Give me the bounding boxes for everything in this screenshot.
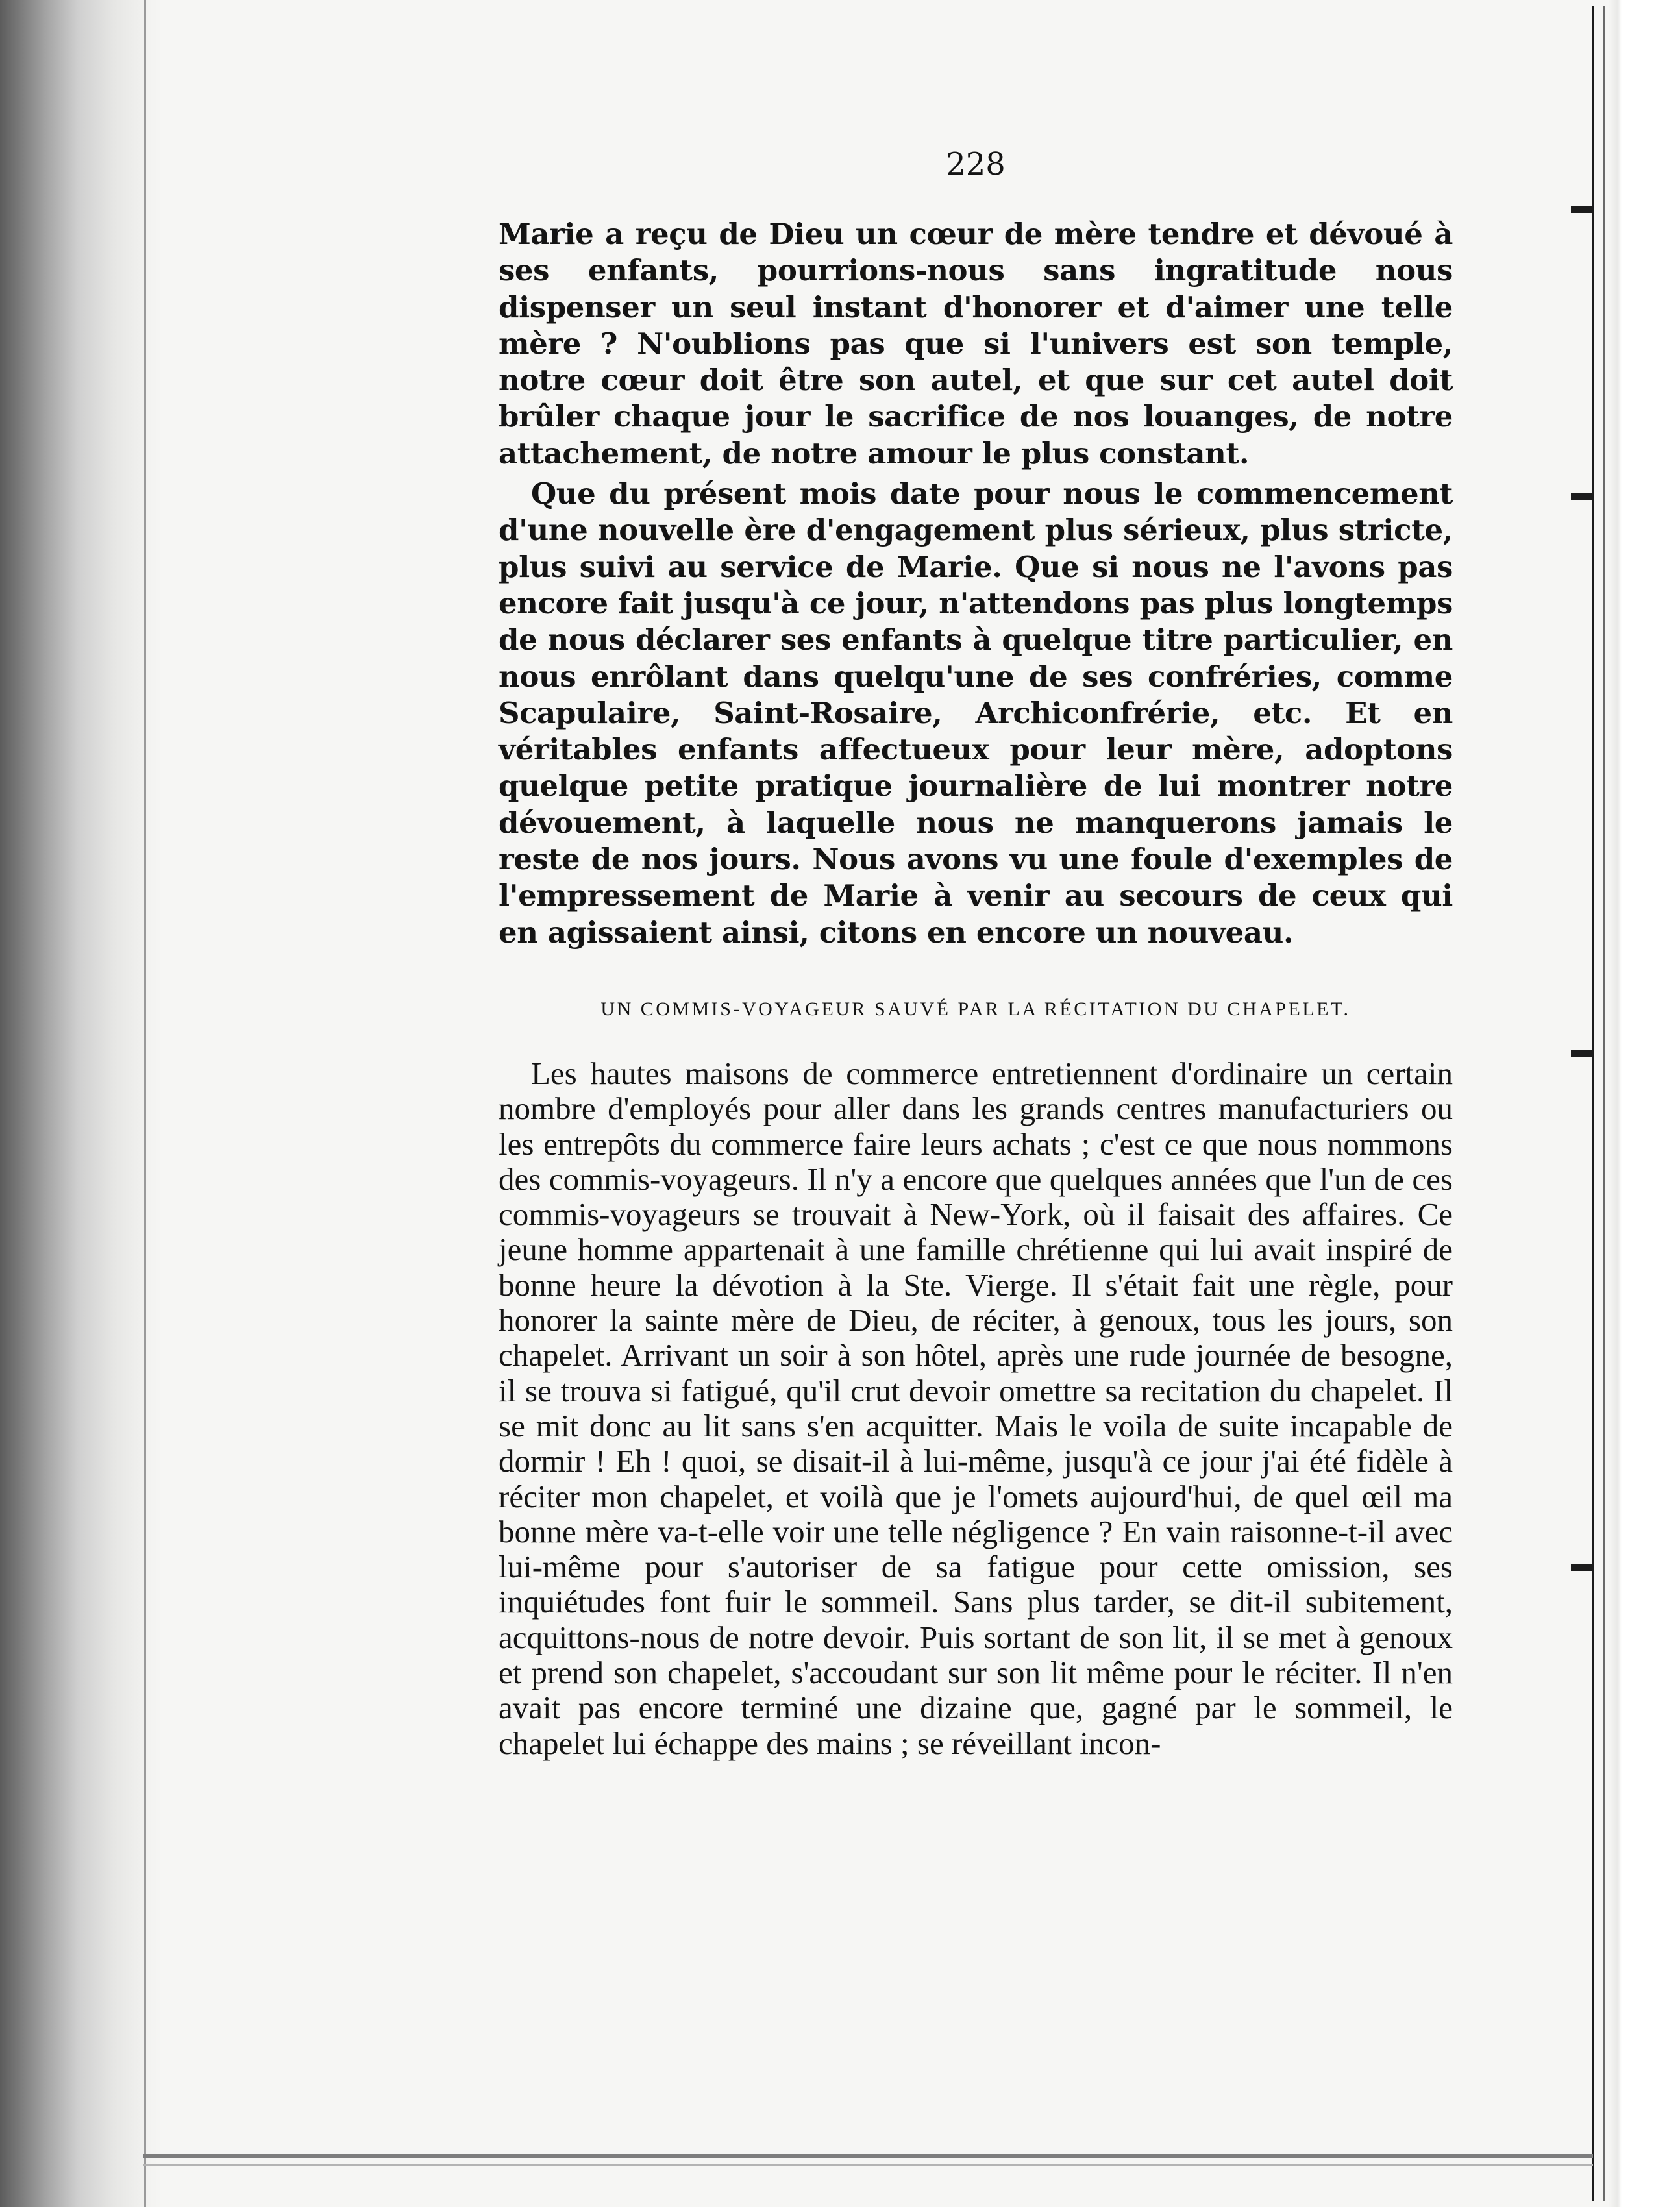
edge-tab-mark <box>1571 493 1593 500</box>
section-heading: UN COMMIS-VOYAGEUR SAUVÉ PAR LA RÉCITATION DU CHAPELET. <box>600 998 1351 1020</box>
bottom-page-edge <box>143 2154 1593 2158</box>
edge-tab-mark <box>1571 206 1593 213</box>
paragraph-intro-1: Marie a reçu de Dieu un cœur de mère tendre et dévoué à ses enfants, pourrions-nous sans ingratitude nous dispenser un seul instant d'honorer et d'aimer une telle mère ? N'oublions pas que si l'univers est son temple, notre cœur doit être son autel, et que sur cet autel doit brûler chaque jour le sacrifice de nos louanges, de notre attachement, de notre amour le plus constant. <box>499 217 1453 471</box>
binding-gutter <box>0 0 162 2207</box>
paragraph-story-1: Les hautes maisons de commerce entretiennent d'ordinaire un certain nombre d'employés pour aller dans les grands centres manufacturiers ou les entrepôts du commerce faire leurs achats ; c'est ce que nous nommons des commis-voyageurs. Il n'y a encore que quelques années que l'un de ces commis-voyageurs se trouvait à New-York, où il faisait des affaires. Ce jeune homme appartenait à une famille chrétienne qui lui avait inspiré de bonne heure la dévotion à la Ste. Vierge. Il s'était fait une règle, pour honorer la sainte mère de Dieu, de réciter, à genoux, tous les jours, son chapelet. Arrivant un soir à son hôtel, après une rude journée de besogne, il se trouva si fatigué, qu'il crut devoir omettre sa recitation du chapelet. Il se mit donc au lit sans s'en acquitter. Mais le voila de suite incapable de dormir ! Eh ! quoi, se disait-il à lui-même, jusqu'à ce jour j'ai été fidèle à réciter mon chapelet, et voilà que je l'omets aujourd'hui, de quel œil ma bonne mère va-t-elle voir une telle négligence ? En vain raisonne-t-il avec lui-même pour s'autoriser de sa fatigue pour cette omission, ses inquiétudes font fuir le sommeil. Sans plus tarder, se dit-il subitement, acquittons-nous de notre devoir. Puis sortant de son lit, il se met à genoux et prend son chapelet, s'accoudant sur son lit même pour le réciter. Il n'en avait pas encore terminé une dizaine que, gagné par le sommeil, le chapelet lui échappe des mains ; se réveillant incon- <box>499 1055 1453 1761</box>
bottom-page-edge-inner <box>143 2164 1593 2166</box>
edge-tab-mark <box>1571 1050 1593 1057</box>
right-page-edge <box>1609 0 1680 2207</box>
gutter-fold-line <box>144 0 146 2207</box>
paragraph-intro-2: Que du présent mois date pour nous le commencement d'une nouvelle ère d'engagement plus sérieux, plus stricte, plus suivi au service de Marie. Que si nous ne l'avons pas encore fait jusqu'à ce jour, n'attendons pas plus longtemps de nous déclarer ses enfants à quelque titre particulier, en nous enrôlant dans quelqu'une de ses confréries, comme Scapulaire, Saint-Rosaire, Archiconfrérie, etc. Et en véritables enfants affectueux pour leur mère, adoptons quelque petite pratique journalière de lui montrer notre dévouement, à laquelle nous ne manquerons jamais le reste de nos jours. Nous avons vu une foule d'exemples de l'empressement de Marie à venir au secours de ceux qui en agissaient ainsi, citons en encore un nouveau. <box>499 476 1453 950</box>
right-edge-rule-inner <box>1603 6 1605 2201</box>
edge-tab-mark <box>1571 1564 1593 1571</box>
right-edge-rule <box>1592 6 1594 2201</box>
page-number: 228 <box>946 146 1006 182</box>
text-column <box>499 146 1453 1761</box>
